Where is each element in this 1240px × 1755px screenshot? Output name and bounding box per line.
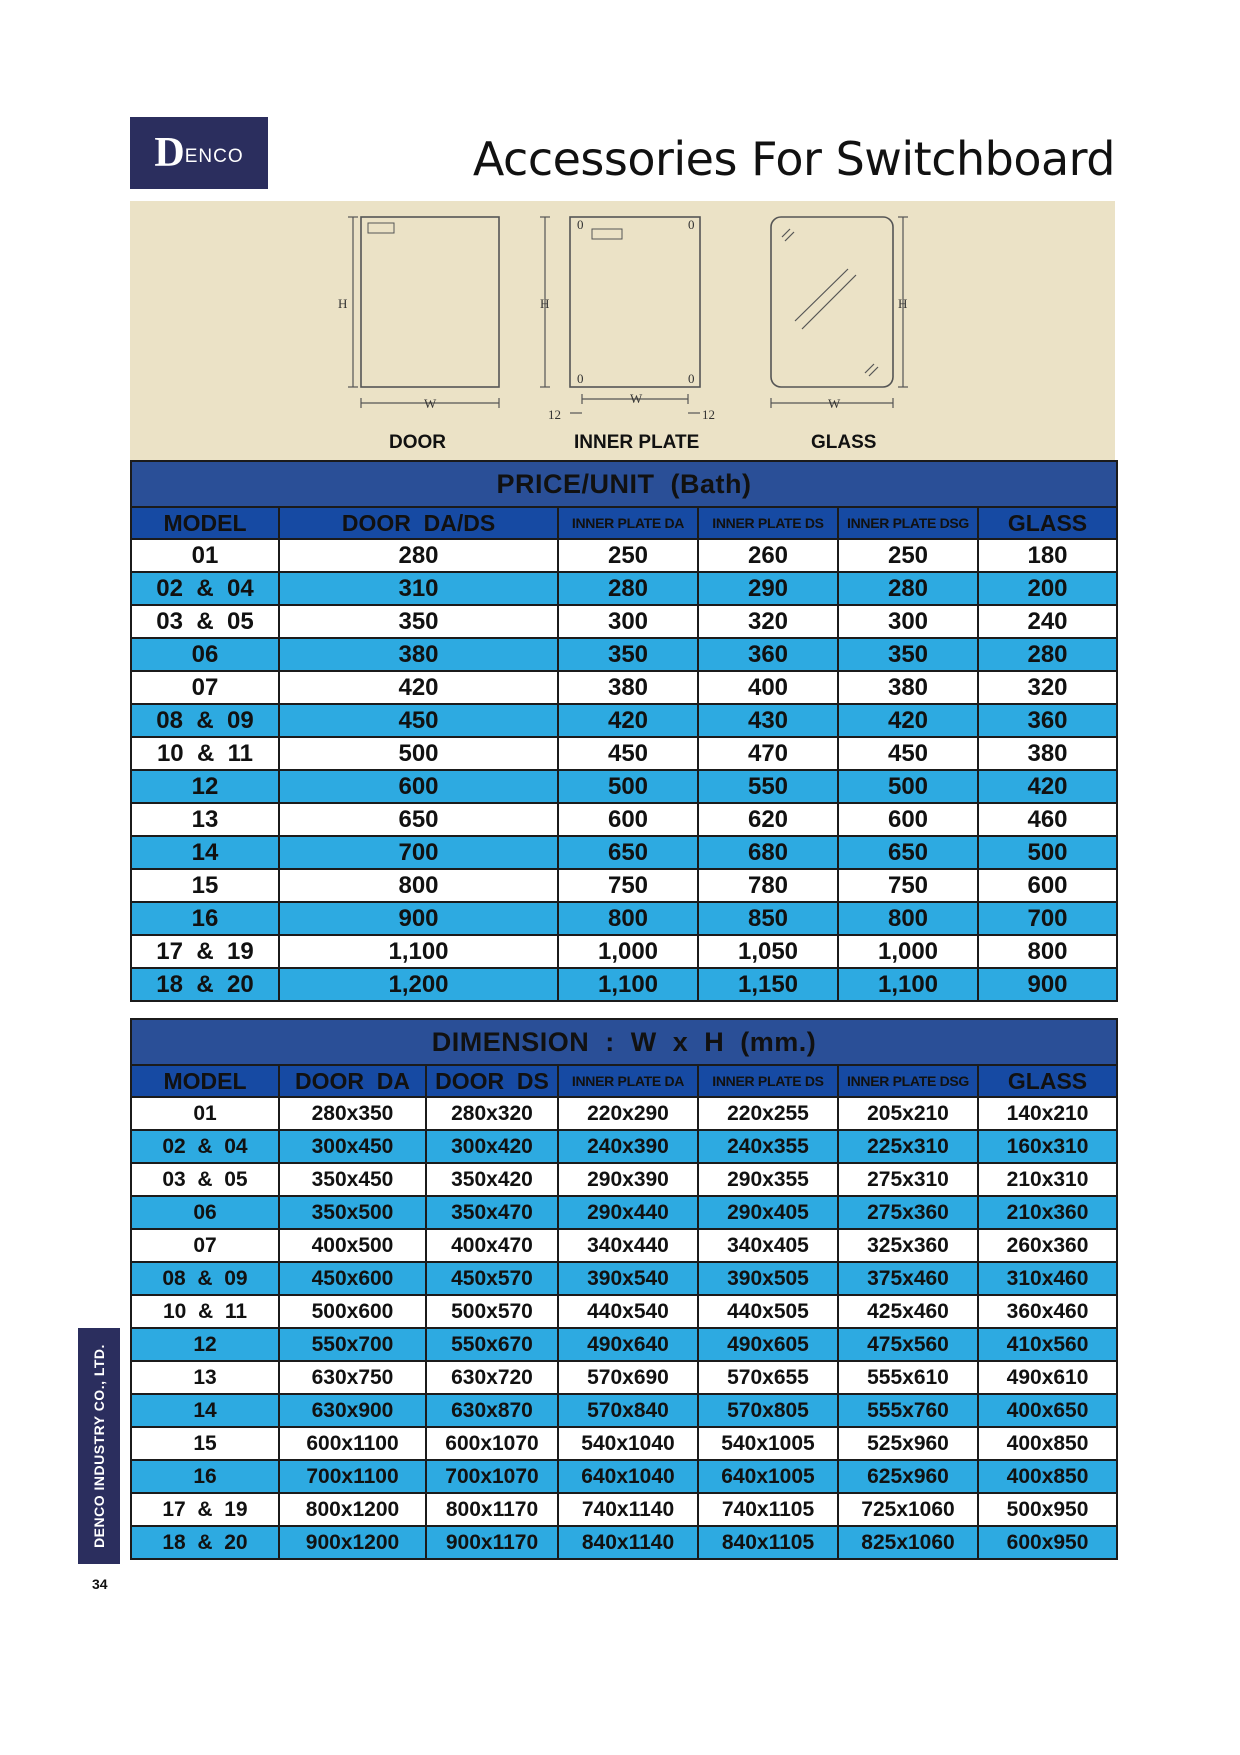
dimension-table-row xyxy=(131,1427,1117,1460)
price-value-cell: 260 xyxy=(698,539,838,572)
dimension-model-cell: 08 & 09 xyxy=(131,1262,279,1295)
denco-logo xyxy=(130,117,268,189)
dimension-value-cell: 350x470 xyxy=(426,1196,558,1229)
dimension-table-body xyxy=(131,1097,1117,1559)
dimension-table-row xyxy=(131,1163,1117,1196)
price-value-cell: 420 xyxy=(558,704,698,737)
dimension-model-cell: 10 & 11 xyxy=(131,1295,279,1328)
dimension-value-cell: 205x210 xyxy=(838,1097,978,1130)
dimension-value-cell: 500x950 xyxy=(978,1493,1117,1526)
dimension-value-cell: 350x420 xyxy=(426,1163,558,1196)
price-value-cell: 300 xyxy=(838,605,978,638)
dimension-value-cell: 400x650 xyxy=(978,1394,1117,1427)
dimension-value-cell: 740x1140 xyxy=(558,1493,698,1526)
dimension-value-cell: 700x1100 xyxy=(279,1460,426,1493)
dimension-value-cell: 555x610 xyxy=(838,1361,978,1394)
dimension-value-cell: 290x405 xyxy=(698,1196,838,1229)
price-value-cell: 400 xyxy=(698,671,838,704)
price-value-cell: 680 xyxy=(698,836,838,869)
dimension-value-cell: 550x670 xyxy=(426,1328,558,1361)
price-column-header: INNER PLATE DA xyxy=(558,507,698,539)
price-model-cell: 02 & 04 xyxy=(131,572,279,605)
price-table-row xyxy=(131,902,1117,935)
price-value-cell: 350 xyxy=(838,638,978,671)
diagram-panel xyxy=(130,201,1115,460)
dimension-column-header: DOOR DA xyxy=(279,1065,426,1097)
price-value-cell: 360 xyxy=(978,704,1117,737)
page-title: Accessories For Switchboard xyxy=(472,132,1115,186)
price-model-cell: 14 xyxy=(131,836,279,869)
dimension-column-header: INNER PLATE DSG xyxy=(838,1065,978,1097)
dimension-value-cell: 300x450 xyxy=(279,1130,426,1163)
dimension-value-cell: 340x405 xyxy=(698,1229,838,1262)
dimension-value-cell: 275x310 xyxy=(838,1163,978,1196)
door-diagram xyxy=(348,217,499,408)
dimension-value-cell: 280x350 xyxy=(279,1097,426,1130)
glass-label: GLASS xyxy=(811,432,877,453)
price-value-cell: 650 xyxy=(838,836,978,869)
price-value-cell: 420 xyxy=(838,704,978,737)
dimension-table-row xyxy=(131,1196,1117,1229)
dimension-value-cell: 450x570 xyxy=(426,1262,558,1295)
dimension-value-cell: 425x460 xyxy=(838,1295,978,1328)
door-height-label: H xyxy=(338,296,348,311)
price-value-cell: 550 xyxy=(698,770,838,803)
dimension-column-header: INNER PLATE DA xyxy=(558,1065,698,1097)
dimension-value-cell: 630x900 xyxy=(279,1394,426,1427)
hole-mark-top-left: 0 xyxy=(577,217,584,232)
dimension-model-cell: 17 & 19 xyxy=(131,1493,279,1526)
dimension-value-cell: 440x540 xyxy=(558,1295,698,1328)
price-table-row xyxy=(131,605,1117,638)
dimension-value-cell: 325x360 xyxy=(838,1229,978,1262)
price-value-cell: 420 xyxy=(279,671,558,704)
price-table-row xyxy=(131,704,1117,737)
dimension-model-cell: 14 xyxy=(131,1394,279,1427)
price-value-cell: 1,050 xyxy=(698,935,838,968)
dimension-value-cell: 490x605 xyxy=(698,1328,838,1361)
dimension-value-cell: 350x500 xyxy=(279,1196,426,1229)
price-value-cell: 250 xyxy=(838,539,978,572)
dimension-value-cell: 540x1040 xyxy=(558,1427,698,1460)
company-side-band xyxy=(78,1328,120,1564)
dimension-model-cell: 02 & 04 xyxy=(131,1130,279,1163)
dimension-column-headers xyxy=(131,1065,1117,1097)
price-value-cell: 280 xyxy=(558,572,698,605)
dimension-model-cell: 12 xyxy=(131,1328,279,1361)
price-table-row xyxy=(131,737,1117,770)
dimension-value-cell: 375x460 xyxy=(838,1262,978,1295)
price-model-cell: 06 xyxy=(131,638,279,671)
inner-plate-label: INNER PLATE xyxy=(574,432,700,453)
dimension-value-cell: 350x450 xyxy=(279,1163,426,1196)
inner-plate-width-label: W xyxy=(630,391,643,406)
dimension-table-row xyxy=(131,1361,1117,1394)
dimension-value-cell: 220x290 xyxy=(558,1097,698,1130)
dimension-value-cell: 310x460 xyxy=(978,1262,1117,1295)
dimension-column-header: DOOR DS xyxy=(426,1065,558,1097)
price-value-cell: 750 xyxy=(838,869,978,902)
dimension-value-cell: 240x355 xyxy=(698,1130,838,1163)
door-width-label: W xyxy=(424,396,437,411)
dimension-value-cell: 225x310 xyxy=(838,1130,978,1163)
dimension-value-cell: 630x720 xyxy=(426,1361,558,1394)
price-value-cell: 1,100 xyxy=(558,968,698,1001)
price-model-cell: 01 xyxy=(131,539,279,572)
price-model-cell: 15 xyxy=(131,869,279,902)
dimension-value-cell: 740x1105 xyxy=(698,1493,838,1526)
price-value-cell: 900 xyxy=(279,902,558,935)
price-value-cell: 310 xyxy=(279,572,558,605)
price-value-cell: 850 xyxy=(698,902,838,935)
price-value-cell: 200 xyxy=(978,572,1117,605)
price-model-cell: 08 & 09 xyxy=(131,704,279,737)
dimension-value-cell: 275x360 xyxy=(838,1196,978,1229)
price-column-headers xyxy=(131,507,1117,539)
dimension-value-cell: 900x1170 xyxy=(426,1526,558,1559)
dimension-value-cell: 525x960 xyxy=(838,1427,978,1460)
dimension-table-row xyxy=(131,1262,1117,1295)
dimension-model-cell: 13 xyxy=(131,1361,279,1394)
price-table-body xyxy=(131,539,1117,1001)
price-value-cell: 320 xyxy=(978,671,1117,704)
dimension-value-cell: 440x505 xyxy=(698,1295,838,1328)
dimension-value-cell: 160x310 xyxy=(978,1130,1117,1163)
dimension-value-cell: 555x760 xyxy=(838,1394,978,1427)
price-table-row xyxy=(131,638,1117,671)
dimension-table xyxy=(130,1018,1118,1560)
price-value-cell: 1,000 xyxy=(558,935,698,968)
price-table-row xyxy=(131,671,1117,704)
dimension-value-cell: 800x1170 xyxy=(426,1493,558,1526)
price-column-header: INNER PLATE DS xyxy=(698,507,838,539)
price-table-row xyxy=(131,770,1117,803)
dimension-value-cell: 390x540 xyxy=(558,1262,698,1295)
page-number: 34 xyxy=(92,1576,108,1592)
price-column-header: GLASS xyxy=(978,507,1117,539)
dimension-value-cell: 800x1200 xyxy=(279,1493,426,1526)
dimension-column-header: MODEL xyxy=(131,1065,279,1097)
price-model-cell: 12 xyxy=(131,770,279,803)
price-value-cell: 250 xyxy=(558,539,698,572)
price-value-cell: 300 xyxy=(558,605,698,638)
dimension-value-cell: 540x1005 xyxy=(698,1427,838,1460)
dimension-value-cell: 400x850 xyxy=(978,1460,1117,1493)
dimension-table-row xyxy=(131,1295,1117,1328)
price-value-cell: 290 xyxy=(698,572,838,605)
price-model-cell: 16 xyxy=(131,902,279,935)
dimension-value-cell: 290x390 xyxy=(558,1163,698,1196)
inner-plate-height-label: H xyxy=(540,296,550,311)
dimension-value-cell: 450x600 xyxy=(279,1262,426,1295)
dimension-value-cell: 280x320 xyxy=(426,1097,558,1130)
price-model-cell: 17 & 19 xyxy=(131,935,279,968)
price-value-cell: 450 xyxy=(279,704,558,737)
dimension-model-cell: 07 xyxy=(131,1229,279,1262)
dimension-column-header: GLASS xyxy=(978,1065,1117,1097)
price-value-cell: 800 xyxy=(838,902,978,935)
price-value-cell: 280 xyxy=(978,638,1117,671)
price-table-row xyxy=(131,968,1117,1001)
dimension-value-cell: 625x960 xyxy=(838,1460,978,1493)
dimension-value-cell: 490x640 xyxy=(558,1328,698,1361)
logo-initial: D xyxy=(154,130,185,176)
price-value-cell: 360 xyxy=(698,638,838,671)
dimension-value-cell: 140x210 xyxy=(978,1097,1117,1130)
dimension-table-title: DIMENSION : W x H (mm.) xyxy=(131,1019,1117,1065)
dimension-table-row xyxy=(131,1394,1117,1427)
dimension-model-cell: 18 & 20 xyxy=(131,1526,279,1559)
price-value-cell: 800 xyxy=(279,869,558,902)
offset-right-label: 12 xyxy=(702,407,715,422)
price-value-cell: 700 xyxy=(978,902,1117,935)
price-value-cell: 380 xyxy=(558,671,698,704)
price-column-header: MODEL xyxy=(131,507,279,539)
price-model-cell: 13 xyxy=(131,803,279,836)
price-value-cell: 450 xyxy=(558,737,698,770)
dimension-model-cell: 01 xyxy=(131,1097,279,1130)
dimension-value-cell: 640x1005 xyxy=(698,1460,838,1493)
dimension-value-cell: 550x700 xyxy=(279,1328,426,1361)
dimension-table-row xyxy=(131,1460,1117,1493)
dimension-value-cell: 840x1105 xyxy=(698,1526,838,1559)
dimension-value-cell: 570x690 xyxy=(558,1361,698,1394)
price-value-cell: 500 xyxy=(558,770,698,803)
price-value-cell: 500 xyxy=(279,737,558,770)
dimension-value-cell: 600x1100 xyxy=(279,1427,426,1460)
price-value-cell: 350 xyxy=(279,605,558,638)
price-value-cell: 380 xyxy=(838,671,978,704)
dimension-value-cell: 290x355 xyxy=(698,1163,838,1196)
dimension-value-cell: 700x1070 xyxy=(426,1460,558,1493)
glass-height-label: H xyxy=(898,296,908,311)
dimension-model-cell: 06 xyxy=(131,1196,279,1229)
dimension-value-cell: 290x440 xyxy=(558,1196,698,1229)
dimension-value-cell: 400x850 xyxy=(978,1427,1117,1460)
price-value-cell: 460 xyxy=(978,803,1117,836)
dimension-column-header: INNER PLATE DS xyxy=(698,1065,838,1097)
dimension-table-row xyxy=(131,1229,1117,1262)
price-value-cell: 1,200 xyxy=(279,968,558,1001)
dimension-value-cell: 825x1060 xyxy=(838,1526,978,1559)
price-value-cell: 600 xyxy=(558,803,698,836)
price-table-row xyxy=(131,539,1117,572)
hole-mark-top-right: 0 xyxy=(688,217,695,232)
price-table-row xyxy=(131,803,1117,836)
price-model-cell: 03 & 05 xyxy=(131,605,279,638)
price-value-cell: 240 xyxy=(978,605,1117,638)
dimension-value-cell: 475x560 xyxy=(838,1328,978,1361)
dimension-value-cell: 240x390 xyxy=(558,1130,698,1163)
dimension-table-row xyxy=(131,1130,1117,1163)
price-value-cell: 380 xyxy=(978,737,1117,770)
dimension-value-cell: 390x505 xyxy=(698,1262,838,1295)
dimension-table-row xyxy=(131,1493,1117,1526)
inner-plate-diagram xyxy=(540,217,700,413)
price-table xyxy=(130,460,1118,1002)
dimension-model-cell: 03 & 05 xyxy=(131,1163,279,1196)
price-model-cell: 10 & 11 xyxy=(131,737,279,770)
dimension-value-cell: 410x560 xyxy=(978,1328,1117,1361)
offset-left-label: 12 xyxy=(548,407,561,422)
price-value-cell: 320 xyxy=(698,605,838,638)
price-value-cell: 600 xyxy=(978,869,1117,902)
price-value-cell: 280 xyxy=(279,539,558,572)
dimension-value-cell: 210x310 xyxy=(978,1163,1117,1196)
price-table-row xyxy=(131,836,1117,869)
price-value-cell: 430 xyxy=(698,704,838,737)
price-table-row xyxy=(131,869,1117,902)
price-value-cell: 1,150 xyxy=(698,968,838,1001)
price-value-cell: 780 xyxy=(698,869,838,902)
dimension-model-cell: 15 xyxy=(131,1427,279,1460)
dimension-value-cell: 500x600 xyxy=(279,1295,426,1328)
price-value-cell: 650 xyxy=(558,836,698,869)
price-value-cell: 1,100 xyxy=(838,968,978,1001)
hole-mark-bottom-left: 0 xyxy=(577,371,584,386)
dimension-value-cell: 260x360 xyxy=(978,1229,1117,1262)
dimension-value-cell: 500x570 xyxy=(426,1295,558,1328)
dimension-value-cell: 570x840 xyxy=(558,1394,698,1427)
price-value-cell: 750 xyxy=(558,869,698,902)
dimension-value-cell: 340x440 xyxy=(558,1229,698,1262)
dimension-table-row xyxy=(131,1526,1117,1559)
dimension-value-cell: 360x460 xyxy=(978,1295,1117,1328)
dimension-value-cell: 640x1040 xyxy=(558,1460,698,1493)
price-value-cell: 500 xyxy=(978,836,1117,869)
price-value-cell: 1,100 xyxy=(279,935,558,968)
price-value-cell: 1,000 xyxy=(838,935,978,968)
dimension-value-cell: 490x610 xyxy=(978,1361,1117,1394)
price-value-cell: 470 xyxy=(698,737,838,770)
door-label: DOOR xyxy=(389,432,446,453)
price-model-cell: 07 xyxy=(131,671,279,704)
company-name: DENCO INDUSTRY CO., LTD. xyxy=(91,1344,107,1548)
price-value-cell: 600 xyxy=(838,803,978,836)
glass-width-label: W xyxy=(828,396,841,411)
price-column-header: DOOR DA/DS xyxy=(279,507,558,539)
price-value-cell: 380 xyxy=(279,638,558,671)
price-table-row xyxy=(131,935,1117,968)
dimension-table-row xyxy=(131,1328,1117,1361)
dimension-value-cell: 220x255 xyxy=(698,1097,838,1130)
price-value-cell: 450 xyxy=(838,737,978,770)
glass-diagram xyxy=(771,217,908,408)
price-column-header: INNER PLATE DSG xyxy=(838,507,978,539)
dimension-table-row xyxy=(131,1097,1117,1130)
price-value-cell: 600 xyxy=(279,770,558,803)
dimension-value-cell: 840x1140 xyxy=(558,1526,698,1559)
dimension-value-cell: 210x360 xyxy=(978,1196,1117,1229)
price-value-cell: 900 xyxy=(978,968,1117,1001)
price-value-cell: 280 xyxy=(838,572,978,605)
dimension-model-cell: 16 xyxy=(131,1460,279,1493)
dimension-value-cell: 300x420 xyxy=(426,1130,558,1163)
price-model-cell: 18 & 20 xyxy=(131,968,279,1001)
price-value-cell: 800 xyxy=(978,935,1117,968)
dimension-value-cell: 725x1060 xyxy=(838,1493,978,1526)
dimension-value-cell: 630x750 xyxy=(279,1361,426,1394)
hole-mark-bottom-right: 0 xyxy=(688,371,695,386)
price-table-title: PRICE/UNIT (Bath) xyxy=(131,461,1117,507)
dimension-value-cell: 900x1200 xyxy=(279,1526,426,1559)
dimension-value-cell: 400x500 xyxy=(279,1229,426,1262)
price-value-cell: 620 xyxy=(698,803,838,836)
price-value-cell: 420 xyxy=(978,770,1117,803)
dimension-value-cell: 570x805 xyxy=(698,1394,838,1427)
price-value-cell: 500 xyxy=(838,770,978,803)
dimension-value-cell: 600x1070 xyxy=(426,1427,558,1460)
price-value-cell: 700 xyxy=(279,836,558,869)
price-value-cell: 180 xyxy=(978,539,1117,572)
dimension-value-cell: 400x470 xyxy=(426,1229,558,1262)
dimension-value-cell: 570x655 xyxy=(698,1361,838,1394)
price-table-row xyxy=(131,572,1117,605)
price-value-cell: 800 xyxy=(558,902,698,935)
accessory-diagrams xyxy=(130,201,1115,460)
price-value-cell: 650 xyxy=(279,803,558,836)
price-value-cell: 350 xyxy=(558,638,698,671)
dimension-value-cell: 600x950 xyxy=(978,1526,1117,1559)
logo-rest: ENCO xyxy=(184,146,244,167)
dimension-value-cell: 630x870 xyxy=(426,1394,558,1427)
